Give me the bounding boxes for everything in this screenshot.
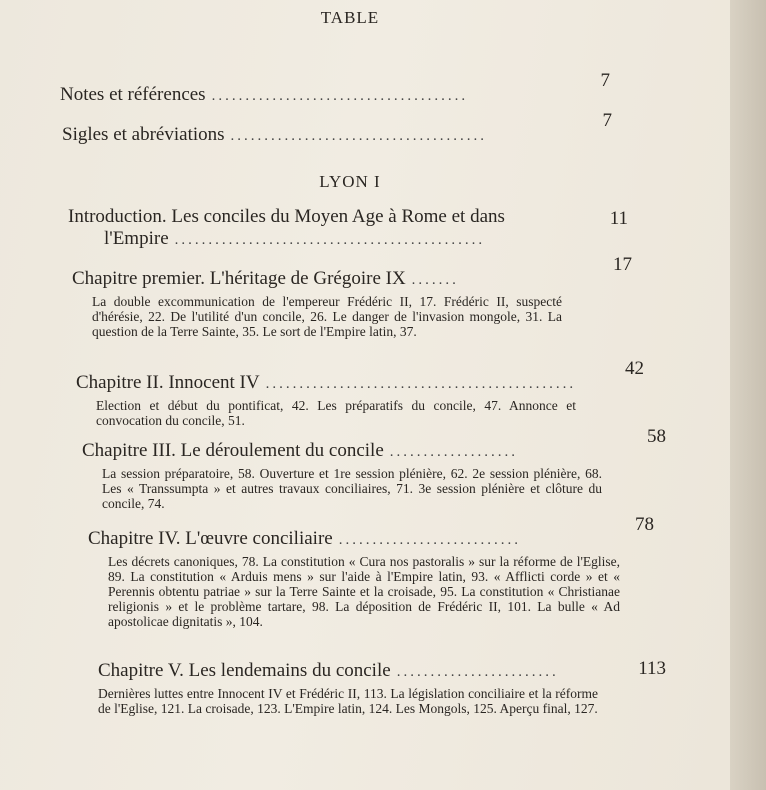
leader-dots: ..............................................	[174, 232, 486, 248]
chapter-summary: Les décrets canoniques, 78. La constitution « Cura nos pastoralis » sur la réforme de l'Eglise, 89. La constitution « Arduis mens » sur l'aide à l'Empire latin, 93. « Afflicti corde » et « Perennis obtentu patriae » sur la Terre Sainte et la croisade, 95. La constitution « Christianae religionis » et le problème tartare, 98. La déposition de Frédéric II, 101. La bulle « Ad apostolicae dignitatis », 104.	[108, 554, 620, 629]
leader-dots: ......................................	[211, 88, 469, 104]
toc-page-number: 11	[609, 208, 628, 229]
toc-entry-sigles	[62, 110, 612, 146]
toc-entry-introduction	[68, 206, 628, 250]
chapter-summary: La double excommunication de l'empereur Frédéric II, 17. Frédéric II, suspecté d'hérésie, 22. De l'utilité d'un concile, 26. Le danger de l'invasion mongole, 31. La question de la Terre Sainte, 35. Le sort de l'Empire latin, 37.	[92, 294, 562, 339]
chapter-summary: Dernières luttes entre Innocent IV et Frédéric II, 113. La législation conciliaire et la réforme de l'Eglise, 121. La croisade, 123. L'Empire latin, 124. Les Mongols, 125. Aperçu final, 127.	[98, 686, 598, 716]
leader-dots: .......	[411, 272, 459, 288]
chapter-title: Chapitre V. Les lendemains du concile	[98, 660, 391, 681]
toc-chapter-3	[82, 426, 666, 511]
chapter-heading	[98, 660, 666, 682]
toc-page-number: 7	[600, 70, 610, 91]
page-title: TABLE	[320, 8, 380, 27]
chapter-title: Chapitre II. Innocent IV	[76, 372, 260, 393]
leader-dots: ......................................	[230, 128, 488, 144]
chapter-summary: La session préparatoire, 58. Ouverture et 1re session plénière, 62. 2e session plénière, 68. Les « Transsumpta » et autres travaux conciliaires, 71. 3e session plénière et clôture du concile, 74.	[102, 466, 602, 511]
page-edge	[730, 0, 766, 790]
toc-page-number: 17	[613, 254, 632, 275]
chapter-heading	[88, 514, 654, 550]
leader-dots: ...........................	[338, 532, 521, 548]
toc-entry-label: Sigles et abréviations	[62, 124, 225, 145]
chapter-heading	[76, 358, 644, 394]
introduction-line-1	[68, 206, 628, 228]
toc-page-number: 58	[647, 426, 666, 447]
chapter-title: Chapitre III. Le déroulement du concile	[82, 440, 384, 461]
toc-entry-notes	[60, 70, 610, 106]
chapter-summary: Election et début du pontificat, 42. Les préparatifs du concile, 47. Annonce et convocation du concile, 51.	[96, 398, 576, 428]
leader-dots: ...................	[389, 444, 519, 460]
section-heading: LYON I	[319, 172, 381, 191]
toc-chapter-1	[72, 254, 632, 339]
leader-dots: ........................	[396, 664, 559, 680]
toc-page-number: 42	[625, 358, 644, 379]
chapter-title: Chapitre IV. L'œuvre conciliaire	[88, 528, 333, 549]
toc-page-number: 7	[602, 110, 612, 131]
toc-chapter-5	[98, 660, 666, 716]
leader-dots: ..............................................	[265, 376, 577, 392]
toc-entry-label: Notes et références	[60, 84, 206, 105]
toc-chapter-2	[76, 358, 644, 428]
toc-chapter-4	[88, 514, 654, 629]
toc-page-number: 113	[638, 658, 666, 679]
toc-entry-label: l'Empire	[104, 228, 169, 249]
chapter-heading	[72, 254, 632, 290]
chapter-title: Chapitre premier. L'héritage de Grégoire IX	[72, 268, 406, 289]
toc-page-number: 78	[635, 514, 654, 535]
chapter-heading	[82, 426, 666, 462]
toc-entry-label: Introduction. Les conciles du Moyen Age à Rome et dans	[68, 206, 505, 227]
